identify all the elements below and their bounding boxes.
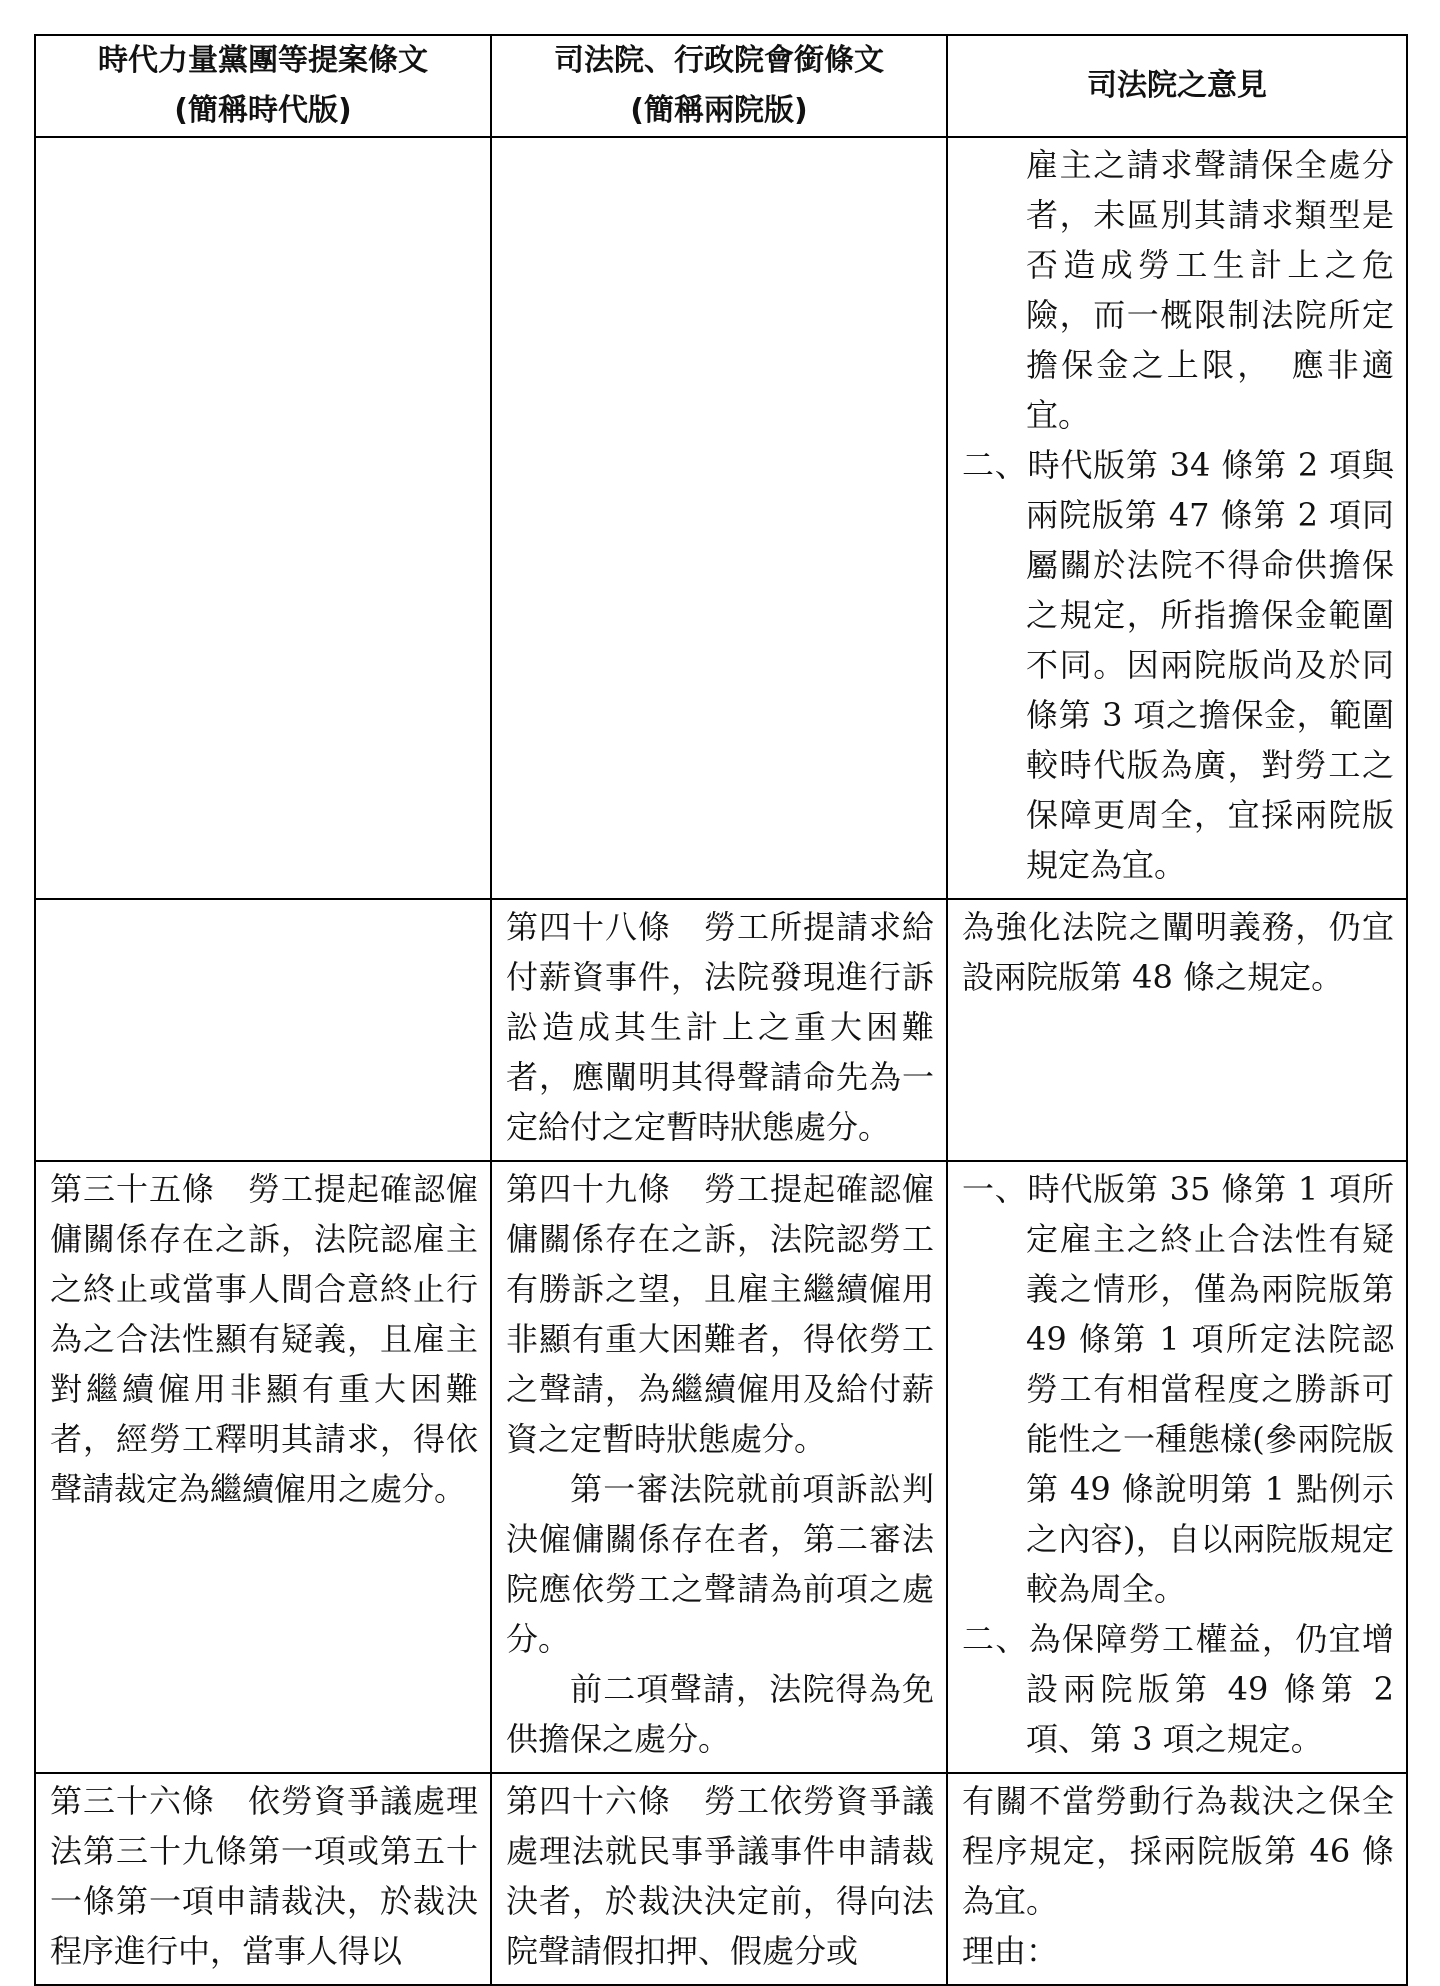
article-49-para-2: 第一審法院就前項訴訟判決僱傭關係存在者，第二審法院應依勞工之聲請為前項之處分。	[506, 1470, 934, 1658]
opinion-item-2: 二、時代版第 34 條第 2 項與兩院版第 47 條第 2 項同屬關於法院不得命供擔保之規定，所指擔保金範圍不同。因兩院版尚及於同條第 3 項之擔保金，範圍較時代版為廣，對勞工之保障更周全，宜採兩院版規定為宜。	[962, 446, 1394, 884]
row2-opinion-cell	[947, 899, 1407, 1161]
row1-opinion-cell	[947, 137, 1407, 899]
row1-two-yuan-cell	[491, 137, 947, 899]
header-time-version-title: 時代力量黨團等提案條文	[98, 43, 428, 78]
header-two-yuan-version	[491, 35, 947, 137]
row2-time-version-cell	[35, 899, 491, 1161]
table-row	[35, 1773, 1407, 1985]
row3-time-version-cell	[35, 1161, 491, 1773]
header-two-yuan-abbr: (簡稱兩院版)	[630, 93, 808, 128]
comparison-table	[34, 34, 1408, 1986]
article-48-text: 第四十八條 勞工所提請求給付薪資事件，法院發現進行訴訟造成其生計上之重大困難者，應闡明其得聲請命先為一定給付之定暫時狀態處分。	[506, 908, 934, 1146]
article-35-text: 第三十五條 勞工提起確認僱傭關係存在之訴，法院認雇主之終止或當事人間合意終止行為之合法性顯有疑義，且雇主對繼續僱用非顯有重大困難者，經勞工釋明其請求，得依聲請裁定為繼續僱用之處分。	[50, 1170, 478, 1508]
row4-opinion-cell	[947, 1773, 1407, 1985]
header-two-yuan-title: 司法院、行政院會銜條文	[554, 43, 884, 78]
table-row	[35, 899, 1407, 1161]
row4-two-yuan-cell	[491, 1773, 947, 1985]
header-time-version	[35, 35, 491, 137]
table-row	[35, 1161, 1407, 1773]
row3-opinion-cell	[947, 1161, 1407, 1773]
article-49-para-3: 前二項聲請，法院得為免供擔保之處分。	[506, 1670, 934, 1758]
header-time-version-abbr: (簡稱時代版)	[174, 93, 352, 128]
opinion-article-46: 有關不當勞動行為裁決之保全程序規定，採兩院版第 46 條為宜。	[962, 1782, 1394, 1920]
article-36-text: 第三十六條 依勞資爭議處理法第三十九條第一項或第五十一條第一項申請裁決，於裁決程序進行中，當事人得以	[50, 1782, 478, 1970]
row2-two-yuan-cell	[491, 899, 947, 1161]
table-row	[35, 137, 1407, 899]
row4-time-version-cell	[35, 1773, 491, 1985]
opinion-item-1: 一、時代版第 35 條第 1 項所定雇主之終止合法性有疑義之情形，僅為兩院版第 49 條第 1 項所定法院認勞工有相當程度之勝訴可能性之一種態樣(參兩院版第 49 條說明第 1 點例示之內容)，自以兩院版規定較為周全。	[962, 1170, 1394, 1608]
row1-time-version-cell	[35, 137, 491, 899]
article-46-text: 第四十六條 勞工依勞資爭議處理法就民事爭議事件申請裁決者，於裁決決定前，得向法院聲請假扣押、假處分或	[506, 1782, 934, 1970]
opinion-continued-text: 雇主之請求聲請保全處分者，未區別其請求類型是否造成勞工生計上之危險，而一概限制法院所定擔保金之上限， 應非適宜。	[1026, 146, 1394, 434]
row3-two-yuan-cell	[491, 1161, 947, 1773]
header-judicial-opinion	[947, 35, 1407, 137]
opinion-reason-label: 理由：	[962, 1932, 1059, 1970]
header-judicial-opinion-title: 司法院之意見	[1087, 68, 1267, 103]
article-49-para-1: 第四十九條 勞工提起確認僱傭關係存在之訴，法院認勞工有勝訴之望，且雇主繼續僱用非顯有重大困難者，得依勞工之聲請，為繼續僱用及給付薪資之定暫時狀態處分。	[506, 1170, 934, 1458]
opinion-article-48: 為強化法院之闡明義務，仍宜設兩院版第 48 條之規定。	[962, 908, 1394, 996]
header-row	[35, 35, 1407, 137]
opinion-item-2: 二、為保障勞工權益，仍宜增設兩院版第 49 條第 2 項、第 3 項之規定。	[962, 1620, 1394, 1758]
